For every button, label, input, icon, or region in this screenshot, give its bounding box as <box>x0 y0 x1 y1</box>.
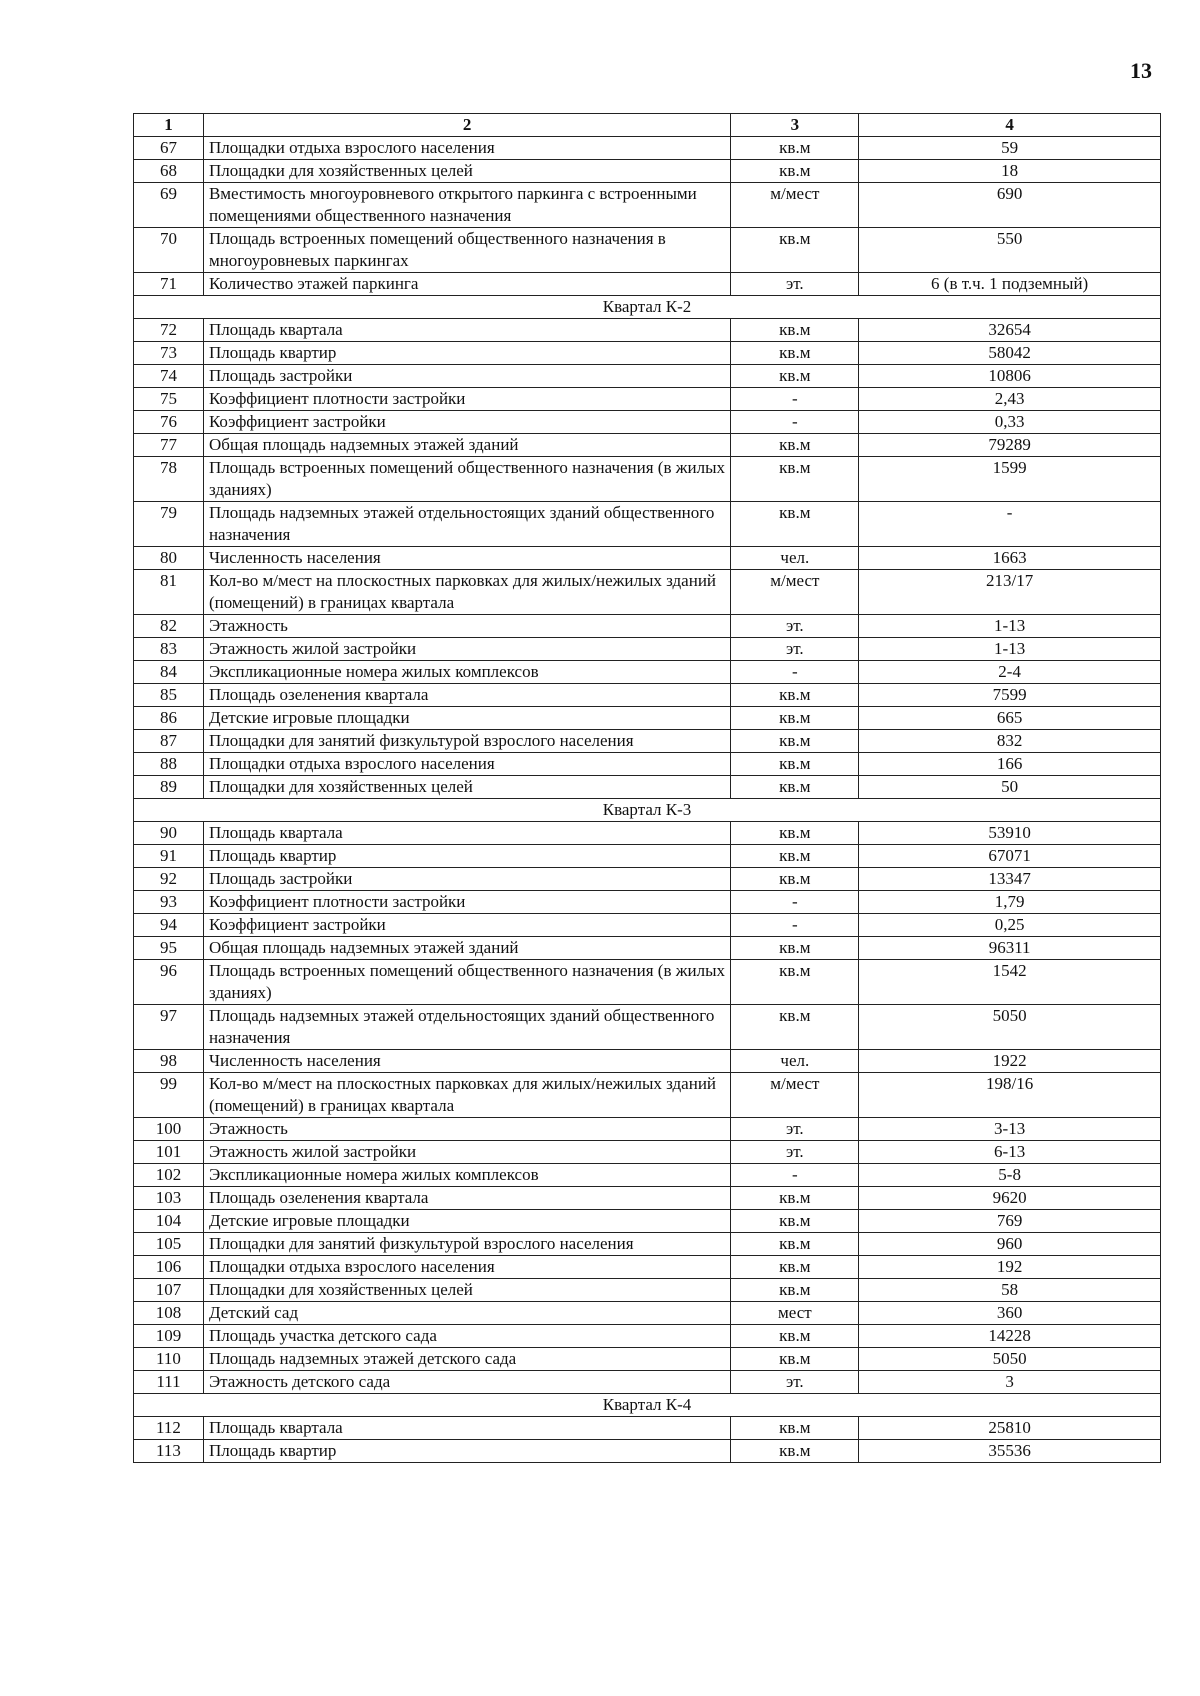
row-value: 14228 <box>859 1325 1161 1348</box>
row-number: 75 <box>134 388 204 411</box>
table-row <box>134 891 1161 914</box>
row-unit: кв.м <box>731 753 859 776</box>
row-unit: мест <box>731 1302 859 1325</box>
row-unit: м/мест <box>731 1073 859 1118</box>
row-value: 690 <box>859 183 1161 228</box>
row-number: 83 <box>134 638 204 661</box>
row-number: 93 <box>134 891 204 914</box>
row-indicator-name: Площадки для занятий физкультурой взрослого населения <box>203 1233 730 1256</box>
header-col-4: 4 <box>859 114 1161 137</box>
row-indicator-name: Площадь надземных этажей детского сада <box>203 1348 730 1371</box>
table-row <box>134 570 1161 615</box>
row-value: 6 (в т.ч. 1 подземный) <box>859 273 1161 296</box>
row-number: 70 <box>134 228 204 273</box>
row-unit: эт. <box>731 615 859 638</box>
row-indicator-name: Площадки для занятий физкультурой взрослого населения <box>203 730 730 753</box>
row-indicator-name: Площадь квартала <box>203 822 730 845</box>
table-row <box>134 547 1161 570</box>
row-number: 101 <box>134 1141 204 1164</box>
row-unit: кв.м <box>731 845 859 868</box>
row-unit: кв.м <box>731 1233 859 1256</box>
row-unit: - <box>731 891 859 914</box>
row-unit: эт. <box>731 1141 859 1164</box>
table-row <box>134 319 1161 342</box>
row-indicator-name: Площадь квартир <box>203 1440 730 1463</box>
row-number: 98 <box>134 1050 204 1073</box>
row-number: 100 <box>134 1118 204 1141</box>
row-number: 89 <box>134 776 204 799</box>
row-value: 1599 <box>859 457 1161 502</box>
header-col-3: 3 <box>731 114 859 137</box>
row-unit: кв.м <box>731 319 859 342</box>
row-indicator-name: Площадь озеленения квартала <box>203 1187 730 1210</box>
table-row <box>134 1210 1161 1233</box>
row-unit: эт. <box>731 273 859 296</box>
row-indicator-name: Площадь встроенных помещений общественного назначения (в жилых зданиях) <box>203 960 730 1005</box>
row-number: 97 <box>134 1005 204 1050</box>
table-row <box>134 1371 1161 1394</box>
row-number: 113 <box>134 1440 204 1463</box>
row-unit: - <box>731 661 859 684</box>
row-unit: кв.м <box>731 1417 859 1440</box>
row-value: 5-8 <box>859 1164 1161 1187</box>
table-row <box>134 1440 1161 1463</box>
row-number: 85 <box>134 684 204 707</box>
row-unit: кв.м <box>731 960 859 1005</box>
row-number: 112 <box>134 1417 204 1440</box>
table-row <box>134 914 1161 937</box>
row-value: 58042 <box>859 342 1161 365</box>
row-indicator-name: Кол-во м/мест на плоскостных парковках для жилых/нежилых зданий (помещений) в границах квартала <box>203 1073 730 1118</box>
row-indicator-name: Коэффициент плотности застройки <box>203 388 730 411</box>
row-indicator-name: Кол-во м/мест на плоскостных парковках для жилых/нежилых зданий (помещений) в границах квартала <box>203 570 730 615</box>
table-row <box>134 707 1161 730</box>
table-row <box>134 365 1161 388</box>
table-row <box>134 137 1161 160</box>
row-value: 18 <box>859 160 1161 183</box>
row-indicator-name: Экспликационные номера жилых комплексов <box>203 1164 730 1187</box>
table-header-row <box>134 114 1161 137</box>
row-value: 1542 <box>859 960 1161 1005</box>
row-number: 107 <box>134 1279 204 1302</box>
row-number: 81 <box>134 570 204 615</box>
row-unit: кв.м <box>731 1187 859 1210</box>
row-number: 106 <box>134 1256 204 1279</box>
page-number: 13 <box>1130 58 1152 83</box>
section-header-row <box>134 1394 1161 1417</box>
row-value: 1-13 <box>859 615 1161 638</box>
row-number: 88 <box>134 753 204 776</box>
row-unit: - <box>731 914 859 937</box>
row-indicator-name: Детские игровые площадки <box>203 707 730 730</box>
indicators-table <box>133 113 1161 1463</box>
row-unit: кв.м <box>731 160 859 183</box>
row-value: 58 <box>859 1279 1161 1302</box>
section-title: Квартал К-2 <box>134 296 1161 319</box>
row-number: 91 <box>134 845 204 868</box>
row-indicator-name: Количество этажей паркинга <box>203 273 730 296</box>
row-value: 960 <box>859 1233 1161 1256</box>
row-number: 73 <box>134 342 204 365</box>
row-unit: кв.м <box>731 1279 859 1302</box>
row-indicator-name: Этажность <box>203 615 730 638</box>
row-unit: м/мест <box>731 183 859 228</box>
table-row <box>134 1005 1161 1050</box>
row-value: 53910 <box>859 822 1161 845</box>
section-header-row <box>134 296 1161 319</box>
row-unit: кв.м <box>731 1210 859 1233</box>
row-number: 69 <box>134 183 204 228</box>
table-row <box>134 434 1161 457</box>
row-value: 13347 <box>859 868 1161 891</box>
row-indicator-name: Площадь участка детского сада <box>203 1325 730 1348</box>
row-number: 80 <box>134 547 204 570</box>
row-indicator-name: Площадь надземных этажей отдельностоящих зданий общественного назначения <box>203 502 730 547</box>
row-value: - <box>859 502 1161 547</box>
row-unit: эт. <box>731 1118 859 1141</box>
row-value: 67071 <box>859 845 1161 868</box>
row-number: 99 <box>134 1073 204 1118</box>
table-row <box>134 638 1161 661</box>
row-indicator-name: Коэффициент плотности застройки <box>203 891 730 914</box>
row-indicator-name: Этажность <box>203 1118 730 1141</box>
row-value: 6-13 <box>859 1141 1161 1164</box>
row-value: 10806 <box>859 365 1161 388</box>
table-row <box>134 1164 1161 1187</box>
section-title: Квартал К-3 <box>134 799 1161 822</box>
row-indicator-name: Этажность жилой застройки <box>203 1141 730 1164</box>
row-number: 72 <box>134 319 204 342</box>
row-number: 94 <box>134 914 204 937</box>
table-row <box>134 502 1161 547</box>
row-unit: кв.м <box>731 1256 859 1279</box>
row-number: 95 <box>134 937 204 960</box>
row-value: 1922 <box>859 1050 1161 1073</box>
table-row <box>134 457 1161 502</box>
row-value: 3-13 <box>859 1118 1161 1141</box>
row-unit: кв.м <box>731 730 859 753</box>
row-value: 5050 <box>859 1348 1161 1371</box>
row-unit: кв.м <box>731 1325 859 1348</box>
row-indicator-name: Площадки для хозяйственных целей <box>203 776 730 799</box>
row-unit: кв.м <box>731 1005 859 1050</box>
row-value: 192 <box>859 1256 1161 1279</box>
row-value: 1663 <box>859 547 1161 570</box>
row-unit: - <box>731 388 859 411</box>
row-indicator-name: Детский сад <box>203 1302 730 1325</box>
table-row <box>134 868 1161 891</box>
row-value: 79289 <box>859 434 1161 457</box>
table-row <box>134 1302 1161 1325</box>
row-indicator-name: Площадь квартир <box>203 342 730 365</box>
row-value: 550 <box>859 228 1161 273</box>
row-unit: кв.м <box>731 434 859 457</box>
row-indicator-name: Площадь надземных этажей отдельностоящих зданий общественного назначения <box>203 1005 730 1050</box>
row-value: 96311 <box>859 937 1161 960</box>
row-indicator-name: Численность населения <box>203 547 730 570</box>
row-number: 82 <box>134 615 204 638</box>
table-row <box>134 1118 1161 1141</box>
row-unit: кв.м <box>731 365 859 388</box>
row-value: 25810 <box>859 1417 1161 1440</box>
row-unit: кв.м <box>731 228 859 273</box>
table-row <box>134 228 1161 273</box>
row-value: 832 <box>859 730 1161 753</box>
row-unit: кв.м <box>731 776 859 799</box>
row-value: 213/17 <box>859 570 1161 615</box>
row-number: 86 <box>134 707 204 730</box>
table-row <box>134 730 1161 753</box>
row-value: 0,33 <box>859 411 1161 434</box>
row-indicator-name: Площадки для хозяйственных целей <box>203 1279 730 1302</box>
row-indicator-name: Площадки отдыха взрослого населения <box>203 753 730 776</box>
row-number: 78 <box>134 457 204 502</box>
row-unit: кв.м <box>731 868 859 891</box>
row-number: 102 <box>134 1164 204 1187</box>
row-value: 2-4 <box>859 661 1161 684</box>
row-indicator-name: Общая площадь надземных этажей зданий <box>203 937 730 960</box>
row-number: 74 <box>134 365 204 388</box>
row-indicator-name: Площадь застройки <box>203 868 730 891</box>
table-row <box>134 1256 1161 1279</box>
row-indicator-name: Вместимость многоуровневого открытого паркинга с встроенными помещениями общественного назначения <box>203 183 730 228</box>
row-number: 96 <box>134 960 204 1005</box>
row-value: 2,43 <box>859 388 1161 411</box>
row-value: 198/16 <box>859 1073 1161 1118</box>
table-row <box>134 1348 1161 1371</box>
table-row <box>134 1073 1161 1118</box>
row-indicator-name: Площадки отдыха взрослого населения <box>203 1256 730 1279</box>
table-row <box>134 388 1161 411</box>
row-number: 105 <box>134 1233 204 1256</box>
row-number: 76 <box>134 411 204 434</box>
row-number: 67 <box>134 137 204 160</box>
row-number: 79 <box>134 502 204 547</box>
row-unit: кв.м <box>731 937 859 960</box>
row-number: 84 <box>134 661 204 684</box>
table-row <box>134 273 1161 296</box>
table-row <box>134 1187 1161 1210</box>
row-indicator-name: Площадь озеленения квартала <box>203 684 730 707</box>
table-row <box>134 183 1161 228</box>
row-unit: чел. <box>731 547 859 570</box>
row-unit: кв.м <box>731 502 859 547</box>
table-row <box>134 342 1161 365</box>
table-row <box>134 753 1161 776</box>
row-unit: - <box>731 1164 859 1187</box>
table-row <box>134 1233 1161 1256</box>
row-indicator-name: Площадь квартала <box>203 1417 730 1440</box>
table-row <box>134 1141 1161 1164</box>
row-value: 1,79 <box>859 891 1161 914</box>
row-value: 3 <box>859 1371 1161 1394</box>
row-value: 32654 <box>859 319 1161 342</box>
row-number: 68 <box>134 160 204 183</box>
table-row <box>134 684 1161 707</box>
row-number: 104 <box>134 1210 204 1233</box>
table-row <box>134 937 1161 960</box>
row-indicator-name: Площадь встроенных помещений общественного назначения в многоуровневых паркингах <box>203 228 730 273</box>
row-number: 108 <box>134 1302 204 1325</box>
row-indicator-name: Экспликационные номера жилых комплексов <box>203 661 730 684</box>
row-number: 111 <box>134 1371 204 1394</box>
header-col-2: 2 <box>203 114 730 137</box>
row-unit: кв.м <box>731 707 859 730</box>
table-row <box>134 1050 1161 1073</box>
row-value: 360 <box>859 1302 1161 1325</box>
row-value: 50 <box>859 776 1161 799</box>
row-indicator-name: Коэффициент застройки <box>203 914 730 937</box>
row-indicator-name: Площадь встроенных помещений общественного назначения (в жилых зданиях) <box>203 457 730 502</box>
row-number: 103 <box>134 1187 204 1210</box>
row-number: 87 <box>134 730 204 753</box>
table-row <box>134 960 1161 1005</box>
row-indicator-name: Численность населения <box>203 1050 730 1073</box>
row-indicator-name: Коэффициент застройки <box>203 411 730 434</box>
row-value: 166 <box>859 753 1161 776</box>
header-col-1: 1 <box>134 114 204 137</box>
row-unit: - <box>731 411 859 434</box>
row-indicator-name: Площадки отдыха взрослого населения <box>203 137 730 160</box>
row-unit: кв.м <box>731 1440 859 1463</box>
row-value: 9620 <box>859 1187 1161 1210</box>
row-value: 59 <box>859 137 1161 160</box>
row-number: 92 <box>134 868 204 891</box>
row-unit: кв.м <box>731 137 859 160</box>
row-unit: эт. <box>731 1371 859 1394</box>
row-indicator-name: Площадки для хозяйственных целей <box>203 160 730 183</box>
section-title: Квартал К-4 <box>134 1394 1161 1417</box>
row-number: 77 <box>134 434 204 457</box>
row-value: 665 <box>859 707 1161 730</box>
row-number: 90 <box>134 822 204 845</box>
row-value: 0,25 <box>859 914 1161 937</box>
row-value: 769 <box>859 1210 1161 1233</box>
row-unit: кв.м <box>731 457 859 502</box>
row-unit: эт. <box>731 638 859 661</box>
table-row <box>134 776 1161 799</box>
row-unit: кв.м <box>731 342 859 365</box>
table-row <box>134 160 1161 183</box>
row-value: 7599 <box>859 684 1161 707</box>
section-header-row <box>134 799 1161 822</box>
table-row <box>134 1325 1161 1348</box>
row-value: 5050 <box>859 1005 1161 1050</box>
row-indicator-name: Площадь квартала <box>203 319 730 342</box>
row-value: 1-13 <box>859 638 1161 661</box>
table-row <box>134 822 1161 845</box>
table-row <box>134 661 1161 684</box>
row-indicator-name: Этажность жилой застройки <box>203 638 730 661</box>
row-indicator-name: Площадь застройки <box>203 365 730 388</box>
row-indicator-name: Площадь квартир <box>203 845 730 868</box>
row-unit: кв.м <box>731 822 859 845</box>
row-unit: м/мест <box>731 570 859 615</box>
row-number: 71 <box>134 273 204 296</box>
row-number: 109 <box>134 1325 204 1348</box>
table-row <box>134 845 1161 868</box>
table-row <box>134 1279 1161 1302</box>
row-indicator-name: Общая площадь надземных этажей зданий <box>203 434 730 457</box>
row-value: 35536 <box>859 1440 1161 1463</box>
row-unit: чел. <box>731 1050 859 1073</box>
row-indicator-name: Этажность детского сада <box>203 1371 730 1394</box>
table-row <box>134 615 1161 638</box>
row-unit: кв.м <box>731 684 859 707</box>
row-number: 110 <box>134 1348 204 1371</box>
row-unit: кв.м <box>731 1348 859 1371</box>
table-row <box>134 411 1161 434</box>
table-row <box>134 1417 1161 1440</box>
row-indicator-name: Детские игровые площадки <box>203 1210 730 1233</box>
